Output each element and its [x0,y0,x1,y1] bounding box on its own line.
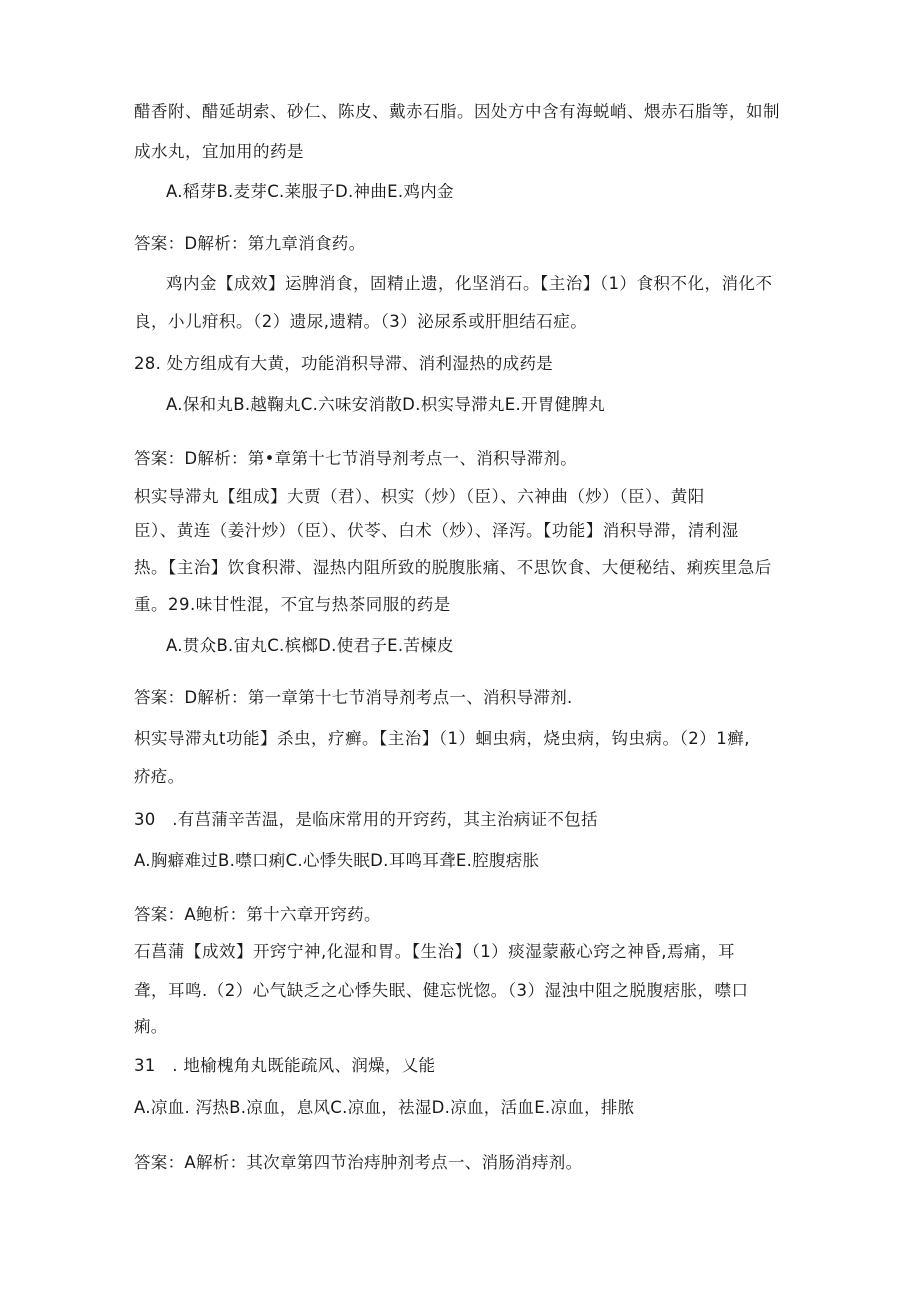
q28-explain-2: 臣）、黄连（姜汁炒）（臣）、伏苓、白术（炒）、泽泻。【功能】消积导滞，清利湿 [134,521,739,540]
q27-answer: 答案：D解析：第九章消食药。 [134,234,366,253]
q30-stem: 30 .有莒蒲辛苦温，是临床常用的开窍药，其主治病证不包括 [134,810,598,829]
q30-explain-3: 痢。 [134,1017,168,1036]
q31-options: A.凉血. 泻热B.凉血，息风C.凉血，祛湿D.凉血，活血E.凉血，排脓 [134,1098,635,1117]
q28-explain-3: 热。【主治】饮食积滞、湿热内阻所致的脱腹胀痛、不思饮食、大便秘结、痢疾里急后 [134,558,772,577]
q30-answer: 答案：A鲍析：第十六章开窍药。 [134,905,381,924]
q31-answer: 答案：A解析：其次章第四节治痔肿剂考点一、消肠消痔剂。 [134,1153,583,1172]
q30-options: A.胸癖难过B.噤口痢C.心悸失眠D.耳鸣耳聋E.腔腹痞胀 [134,851,540,870]
q30-explain-2: 聋，耳鸣.（2）心气缺乏之心悸失眠、健忘恍惚。（3）湿浊中阻之脱腹痞胀，噤口 [134,981,749,1000]
q28-stem: 28. 处方组成有大黄，功能消积导滞、消利湿热的成药是 [134,354,554,373]
q30-explain-1: 石菖蒲【成效】开窍宁神,化湿和胃。【生治】（1）痰湿蒙蔽心窍之神昏,焉痛，耳 [134,942,735,961]
q28-explain-4: 重。29.味甘性混，不宜与热茶同服的药是 [134,595,451,614]
q28-options: A.保和丸B.越鞠丸C.六味安消散D.枳实导滞丸E.开胃健脾丸 [166,395,605,414]
q29-explain-2: 疥疮。 [134,767,185,786]
q27-options: A.稻芽B.麦芽C.莱服子D.神曲E.鸡内金 [166,182,454,201]
q29-options: A.贯众B.宙丸C.槟榔D.使君子E.苦楝皮 [166,636,454,655]
q28-explain-1: 枳实导滞丸【组成】大贾（君）、枳实（炒）（臣）、六神曲（炒）（臣）、黄阳 [134,487,705,506]
q27-explain-2: 良，小儿疳积。（2）遗尿,遗精。（3）泌尿系或肝胆结石症。 [134,312,588,331]
q28-answer: 答案：D解析：第•章第十七节消导剂考点一、消积导滞剂。 [134,449,578,468]
q31-stem: 31 . 地榆槐角丸既能疏风、润燥，乂能 [134,1056,436,1075]
q27-stem-2: 成水丸，宜加用的药是 [134,142,304,161]
q27-stem-1: 醋香附、醋延胡索、砂仁、陈皮、戴赤石脂。因处方中含有海蜕峭、煨赤石脂等，如制 [134,102,780,121]
q27-explain-1: 鸡内金【成效】运脾消食，固精止遗，化坚消石。【主治】（1）食积不化，消化不 [166,274,773,293]
q29-explain-1: 枳实导滞丸t功能】杀虫，疗癣。【主治】（1）蛔虫病，烧虫病，钩虫病。（2）1癣, [134,729,750,748]
q29-answer: 答案：D解析：第一章第十七节消导剂考点一、消积导滞剂. [134,688,573,707]
